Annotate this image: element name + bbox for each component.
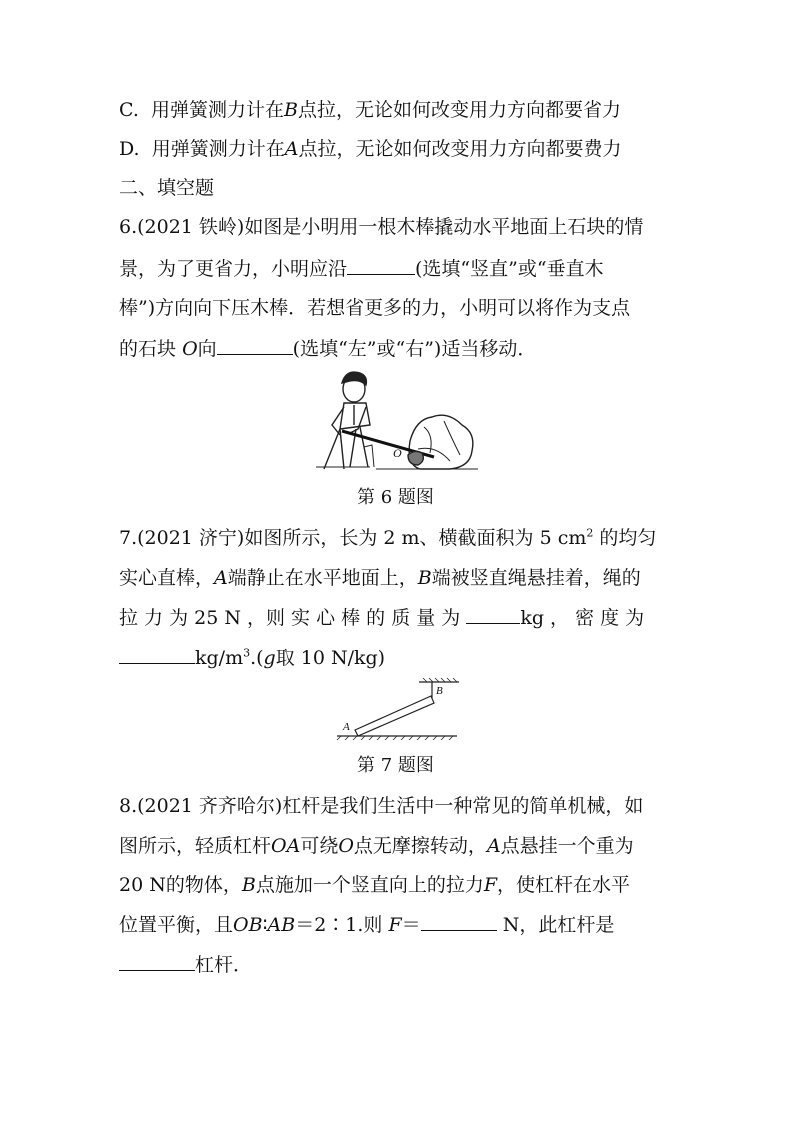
q7-caption: 第 7 题图 (357, 755, 434, 776)
q6-line-4: 的石块 O向 (选填“左”或“右”)适当移动． (119, 338, 537, 360)
q6-line-3: 棒”)方向向下压木棒．若想省更多的力，小明可以将作为支点 (119, 297, 631, 319)
q7-line-1: 7.(2021 济宁)如图所示，长为 2 m、横截面积为 5 $cm^2$ 的均匀 (119, 526, 657, 549)
q7-line-3: 拉 力 为 25 N ，则 实 心 棒 的 质 量 为 kg ， 密 度 为 (119, 607, 645, 629)
q7-figure (333, 676, 463, 742)
q8-line-4: 位置平衡，且OB∶AB＝2∶1.则 F＝ N，此杠杆是 (119, 914, 615, 936)
q6-line-1: 6.(2021 铁岭)如图是小明用一根木棒撬动水平地面上石块的情 (119, 216, 644, 238)
fulcrum-label: O (393, 446, 402, 460)
q7-line-4: $kg/m^3.(g$取 10 N/kg) (119, 645, 385, 670)
option-d: D. 用弹簧测力计在A点拉，无论如何改变用力方向都要费力 (119, 138, 622, 160)
q8-line-3: 20 N的物体，B点施加一个竖直向上的拉力F，使杠杆在水平 (119, 874, 631, 896)
q8-blank-type[interactable] (119, 952, 195, 971)
q6-caption: 第 6 题图 (357, 487, 434, 508)
q8-blank-force[interactable] (421, 912, 497, 931)
q6-blank-2[interactable] (217, 336, 293, 355)
q8-line-2: 图所示，轻质杠杆OA可绕O点无摩擦转动，A点悬挂一个重为 (119, 835, 634, 857)
rod (355, 696, 434, 736)
q6-figure (310, 367, 480, 471)
q6-blank-1[interactable] (347, 256, 415, 275)
q8-line-1: 8.(2021 齐齐哈尔)杠杆是我们生活中一种常见的简单机械，如 (119, 795, 644, 817)
fulcrum-stone (408, 451, 423, 465)
q7-blank-density[interactable] (119, 645, 195, 664)
q7-line-2: 实心直棒，A端静止在水平地面上，B端被竖直绳悬挂着，绳的 (119, 567, 641, 589)
label-b: B (436, 685, 443, 697)
q7-blank-mass[interactable] (466, 605, 520, 624)
q8-line-5: 杠杆． (119, 952, 252, 977)
section-title: 二、填空题 (119, 177, 215, 199)
q6-line-2: 景，为了更省力，小明应沿 (选填“竖直”或“垂直木 (119, 258, 604, 280)
option-c: C. 用弹簧测力计在B点拉，无论如何改变用力方向都要省力 (119, 99, 621, 121)
label-a: A (343, 721, 350, 733)
